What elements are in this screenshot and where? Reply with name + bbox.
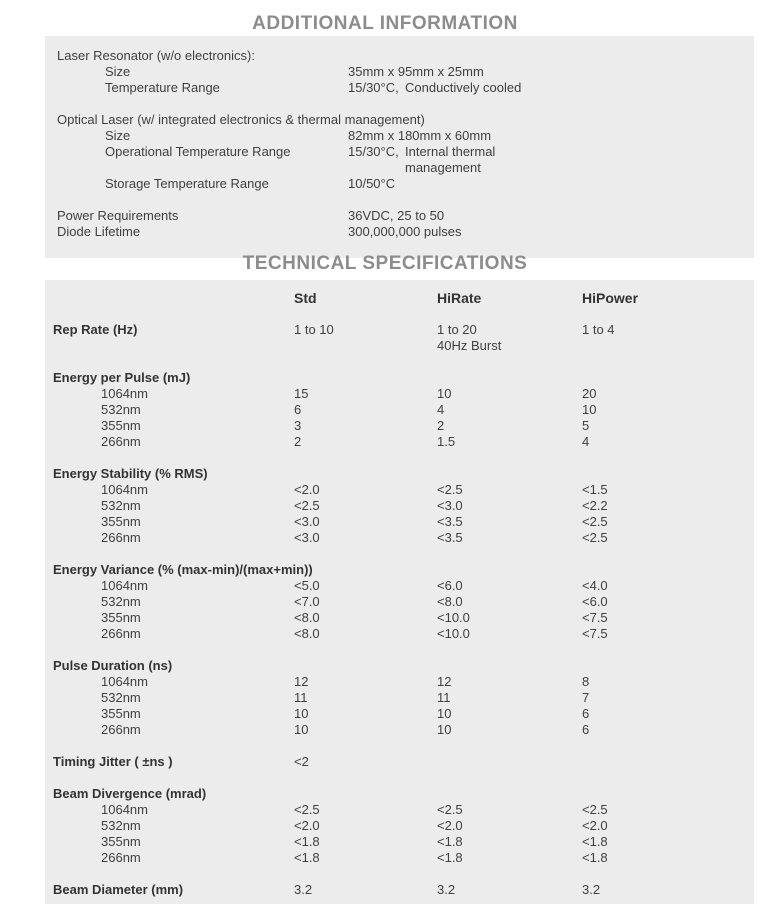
spec-value-hipower <box>582 754 754 770</box>
spacer <box>53 642 754 658</box>
spec-value-hirate: <2.5 <box>437 482 463 497</box>
spec-row <box>53 626 754 642</box>
spec-row-rep-rate <box>53 322 754 354</box>
spacer <box>53 866 754 882</box>
spec-value-std: 1 to 10 <box>294 322 334 337</box>
spec-value-line2: 40Hz Burst <box>437 338 502 353</box>
spec-row <box>53 434 754 450</box>
spec-value-std: <2.0 <box>294 482 320 497</box>
spec-label: Timing Jitter ( ±ns ) <box>53 754 173 769</box>
spec-value-hirate: 1.5 <box>437 434 456 449</box>
info-label: Storage Temperature Range <box>105 176 269 191</box>
spec-value-hipower: 8 <box>582 674 590 689</box>
spec-value-std: <2.0 <box>294 818 320 833</box>
additional-information-title: ADDITIONAL INFORMATION <box>252 13 518 34</box>
spec-value-hipower: 4 <box>582 434 590 449</box>
spec-value-hirate: <3.5 <box>437 530 463 545</box>
spec-value-hirate: <2.5 <box>437 802 463 817</box>
info-note: Conductively cooled <box>405 80 522 95</box>
spec-row <box>53 850 754 866</box>
info-label: Power Requirements <box>57 208 179 223</box>
spec-value-std: <1.8 <box>294 834 320 849</box>
column-header-hipower: HiPower <box>582 290 639 306</box>
spec-row-beam-diameter <box>53 882 754 898</box>
spec-value-hipower: <7.5 <box>582 626 608 641</box>
wavelength-label: 532nm <box>101 818 141 833</box>
info-note: Internal thermal management <box>405 144 496 175</box>
spec-row <box>53 594 754 610</box>
info-label: Size <box>105 128 131 143</box>
wavelength-label: 1064nm <box>101 386 148 401</box>
spec-value-line1: 1 to 20 <box>437 322 477 337</box>
spec-value-hipower: 6 <box>582 706 590 721</box>
info-value: 300,000,000 pulses <box>348 224 462 239</box>
spec-value-hipower: <1.8 <box>582 850 608 865</box>
info-label: Operational Temperature Range <box>105 144 291 159</box>
group-heading-optical-laser: Optical Laser (w/ integrated electronics & thermal management) <box>57 112 425 127</box>
spec-row <box>53 834 754 850</box>
wavelength-label: 266nm <box>101 722 141 737</box>
wavelength-label: 1064nm <box>101 674 148 689</box>
spec-row <box>53 498 754 514</box>
spec-value-std: 10 <box>294 706 309 721</box>
info-value: 82mm x 180mm x 60mm <box>348 128 492 143</box>
spec-value-hipower: <2.0 <box>582 818 608 833</box>
spec-value-hirate: <2.0 <box>437 818 463 833</box>
spec-row <box>53 578 754 594</box>
info-label: Diode Lifetime <box>57 224 141 239</box>
spacer <box>53 306 754 322</box>
spacer <box>57 96 754 112</box>
spec-value-hirate: 11 <box>437 690 451 705</box>
spec-value-hipower: <2.2 <box>582 498 608 513</box>
info-value: 15/30°C, <box>348 144 399 159</box>
spec-value-hirate: 3.2 <box>437 882 456 897</box>
spec-value-std: 3 <box>294 418 302 433</box>
spec-value-hipower: 20 <box>582 386 597 401</box>
column-header-blank <box>53 290 294 306</box>
wavelength-label: 1064nm <box>101 802 148 817</box>
spec-value-std: <5.0 <box>294 578 320 593</box>
column-header-std: Std <box>294 290 317 306</box>
spec-value-std: 11 <box>294 690 308 705</box>
wavelength-label: 532nm <box>101 690 141 705</box>
spec-value-hirate: <3.0 <box>437 498 463 513</box>
spec-row <box>53 514 754 530</box>
info-label: Size <box>105 64 131 79</box>
spec-value-hipower: <7.5 <box>582 610 608 625</box>
technical-specifications-panel <box>45 280 754 904</box>
wavelength-label: 532nm <box>101 594 141 609</box>
spec-value-hipower: <6.0 <box>582 594 608 609</box>
spec-value-hipower: <2.5 <box>582 514 608 529</box>
spec-row <box>53 402 754 418</box>
spacer <box>53 770 754 786</box>
wavelength-label: 266nm <box>101 530 141 545</box>
info-value: 10/50°C <box>348 176 396 191</box>
spec-value-std: 2 <box>294 434 302 449</box>
section-heading-energy-stability: Energy Stability (% RMS) <box>53 466 208 481</box>
wavelength-label: 355nm <box>101 706 141 721</box>
spec-value-hipower: <4.0 <box>582 578 608 593</box>
spec-value-hipower: <1.8 <box>582 834 608 849</box>
spec-value-hipower: 1 to 4 <box>582 322 615 337</box>
spec-value-hipower: 3.2 <box>582 882 601 897</box>
spec-value-std: <2.5 <box>294 802 320 817</box>
spec-value-hirate: <1.8 <box>437 850 463 865</box>
info-row <box>57 128 754 144</box>
spec-value-hirate: <8.0 <box>437 594 463 609</box>
wavelength-label: 1064nm <box>101 482 148 497</box>
spec-row <box>53 706 754 722</box>
spec-row <box>53 610 754 626</box>
spec-value-hipower: 5 <box>582 418 590 433</box>
spec-value-std: 3.2 <box>294 882 313 897</box>
spec-row <box>53 386 754 402</box>
spec-row <box>53 482 754 498</box>
spec-value-hipower: <2.5 <box>582 530 608 545</box>
info-row <box>57 208 754 224</box>
spec-value-hirate: <3.5 <box>437 514 463 529</box>
info-row <box>57 64 754 80</box>
spec-row <box>53 818 754 834</box>
wavelength-label: 266nm <box>101 850 141 865</box>
spec-row <box>53 674 754 690</box>
spec-row-timing-jitter <box>53 754 754 770</box>
section-heading-energy-per-pulse: Energy per Pulse (mJ) <box>53 370 191 385</box>
wavelength-label: 532nm <box>101 498 141 513</box>
info-label: Temperature Range <box>105 80 220 95</box>
spec-value-hirate: 10 <box>437 706 452 721</box>
spec-value-hipower: <2.5 <box>582 802 608 817</box>
spec-row <box>53 418 754 434</box>
spec-value-hirate <box>437 322 582 354</box>
spec-value-hipower: 6 <box>582 722 590 737</box>
spec-value-hipower: 10 <box>582 402 597 417</box>
spacer <box>57 192 754 208</box>
spacer <box>53 354 754 370</box>
wavelength-label: 266nm <box>101 434 141 449</box>
group-heading-laser-resonator: Laser Resonator (w/o electronics): <box>57 48 255 63</box>
spec-row <box>53 722 754 738</box>
spec-value-std: 6 <box>294 402 302 417</box>
spec-value-hirate: <10.0 <box>437 610 470 625</box>
info-row <box>57 224 754 240</box>
info-value: 15/30°C, <box>348 80 399 95</box>
info-row <box>57 176 754 192</box>
wavelength-label: 1064nm <box>101 578 148 593</box>
spec-value-hipower: 7 <box>582 690 590 705</box>
wavelength-label: 355nm <box>101 514 141 529</box>
spec-value-hirate <box>437 754 582 770</box>
spec-value-hirate: <10.0 <box>437 626 470 641</box>
spec-value-hirate: <6.0 <box>437 578 463 593</box>
spec-value-hirate: 2 <box>437 418 445 433</box>
spec-value-std: <2.5 <box>294 498 320 513</box>
info-value: 35mm x 95mm x 25mm <box>348 64 484 79</box>
spec-value-hirate: 12 <box>437 674 452 689</box>
wavelength-label: 355nm <box>101 418 141 433</box>
section-heading-energy-variance: Energy Variance (% (max-min)/(max+min)) <box>53 562 313 577</box>
column-header-hirate: HiRate <box>437 290 482 306</box>
info-value: 36VDC, 25 to 50 <box>348 208 445 223</box>
spec-value-std: <8.0 <box>294 610 320 625</box>
info-row <box>57 144 754 176</box>
spec-value-std: 15 <box>294 386 309 401</box>
spacer <box>53 738 754 754</box>
spec-value-hirate: <1.8 <box>437 834 463 849</box>
spec-value-std: <3.0 <box>294 514 320 529</box>
spec-label: Rep Rate (Hz) <box>53 322 138 337</box>
technical-specifications-title: TECHNICAL SPECIFICATIONS <box>242 253 528 274</box>
spacer <box>53 450 754 466</box>
spec-value-std: <1.8 <box>294 850 320 865</box>
spec-value-hirate: 10 <box>437 722 452 737</box>
wavelength-label: 355nm <box>101 610 141 625</box>
spec-value-hirate: 4 <box>437 402 445 417</box>
spec-value-hirate: 10 <box>437 386 452 401</box>
spec-label: Beam Diameter (mm) <box>53 882 184 897</box>
section-heading-pulse-duration: Pulse Duration (ns) <box>53 658 173 673</box>
spacer <box>53 546 754 562</box>
column-header-row <box>53 290 754 306</box>
spec-value-hipower: <1.5 <box>582 482 608 497</box>
spec-row <box>53 802 754 818</box>
section-heading-beam-divergence: Beam Divergence (mrad) <box>53 786 207 801</box>
spec-value-std: 12 <box>294 674 309 689</box>
spec-value-std: 10 <box>294 722 309 737</box>
spec-row <box>53 690 754 706</box>
wavelength-label: 355nm <box>101 834 141 849</box>
info-row <box>57 80 754 96</box>
spec-value-std: <2 <box>294 754 309 769</box>
spec-value-std: <7.0 <box>294 594 320 609</box>
spec-value-std: <8.0 <box>294 626 320 641</box>
additional-information-panel <box>45 36 754 258</box>
wavelength-label: 532nm <box>101 402 141 417</box>
spec-row <box>53 530 754 546</box>
spec-value-std: <3.0 <box>294 530 320 545</box>
wavelength-label: 266nm <box>101 626 141 641</box>
